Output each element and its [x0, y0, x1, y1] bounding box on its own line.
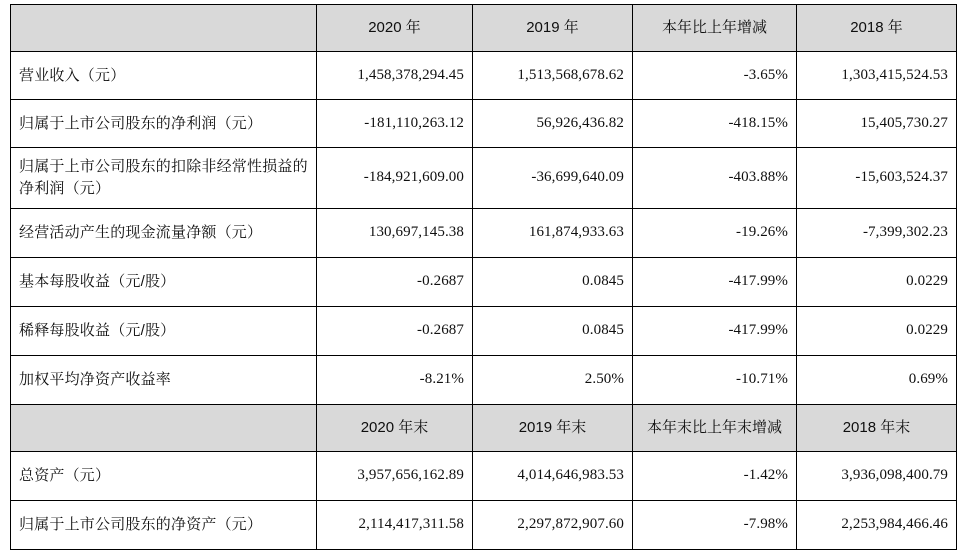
cell-diluted-eps-2018: 0.0229: [797, 307, 957, 356]
table-row: [11, 356, 957, 405]
table-row: [11, 501, 957, 550]
header-cell-blank-1: [11, 5, 317, 52]
header-cell-2019-end: 2019 年末: [473, 405, 633, 452]
cell-revenue-change: -3.65%: [633, 52, 797, 100]
row-label-operating-cashflow: 经营活动产生的现金流量净额（元）: [11, 209, 317, 258]
row-label-net-profit: 归属于上市公司股东的净利润（元）: [11, 100, 317, 148]
row-label-revenue: 营业收入（元）: [11, 52, 317, 100]
cell-diluted-eps-2020: -0.2687: [317, 307, 473, 356]
cell-net-profit-deducted-2018: -15,603,524.37: [797, 148, 957, 209]
header-cell-2020: 2020 年: [317, 5, 473, 52]
cell-roe-2020: -8.21%: [317, 356, 473, 405]
row-label-basic-eps: 基本每股收益（元/股）: [11, 258, 317, 307]
cell-total-assets-2018: 3,936,098,400.79: [797, 452, 957, 501]
table-header-row-period-end: [11, 405, 957, 452]
row-label-net-assets: 归属于上市公司股东的净资产（元）: [11, 501, 317, 550]
header-cell-2020-end: 2020 年末: [317, 405, 473, 452]
cell-total-assets-2020: 3,957,656,162.89: [317, 452, 473, 501]
cell-revenue-2020: 1,458,378,294.45: [317, 52, 473, 100]
cell-basic-eps-change: -417.99%: [633, 258, 797, 307]
cell-operating-cashflow-2019: 161,874,933.63: [473, 209, 633, 258]
header-cell-2019: 2019 年: [473, 5, 633, 52]
cell-net-profit-deducted-change: -403.88%: [633, 148, 797, 209]
cell-revenue-2019: 1,513,568,678.62: [473, 52, 633, 100]
cell-net-assets-2018: 2,253,984,466.46: [797, 501, 957, 550]
cell-basic-eps-2018: 0.0229: [797, 258, 957, 307]
table-row: [11, 209, 957, 258]
header-cell-yoy-change: 本年比上年增减: [633, 5, 797, 52]
cell-roe-2018: 0.69%: [797, 356, 957, 405]
table-row: [11, 100, 957, 148]
cell-total-assets-2019: 4,014,646,983.53: [473, 452, 633, 501]
cell-net-assets-2019: 2,297,872,907.60: [473, 501, 633, 550]
row-label-net-profit-deducted: 归属于上市公司股东的扣除非经常性损益的净利润（元）: [11, 148, 317, 209]
financial-summary-table: [10, 4, 957, 550]
table-row: [11, 258, 957, 307]
cell-diluted-eps-2019: 0.0845: [473, 307, 633, 356]
row-label-roe: 加权平均净资产收益率: [11, 356, 317, 405]
cell-operating-cashflow-2018: -7,399,302.23: [797, 209, 957, 258]
table-row: [11, 148, 957, 209]
table-row: [11, 307, 957, 356]
cell-net-profit-2018: 15,405,730.27: [797, 100, 957, 148]
cell-diluted-eps-change: -417.99%: [633, 307, 797, 356]
cell-roe-change: -10.71%: [633, 356, 797, 405]
row-label-diluted-eps: 稀释每股收益（元/股）: [11, 307, 317, 356]
cell-roe-2019: 2.50%: [473, 356, 633, 405]
row-label-total-assets: 总资产（元）: [11, 452, 317, 501]
header-cell-blank-2: [11, 405, 317, 452]
cell-net-assets-2020: 2,114,417,311.58: [317, 501, 473, 550]
table-header-row-annual: [11, 5, 957, 52]
cell-basic-eps-2019: 0.0845: [473, 258, 633, 307]
cell-net-profit-2019: 56,926,436.82: [473, 100, 633, 148]
cell-operating-cashflow-change: -19.26%: [633, 209, 797, 258]
cell-net-profit-deducted-2019: -36,699,640.09: [473, 148, 633, 209]
cell-net-profit-change: -418.15%: [633, 100, 797, 148]
table-row: [11, 52, 957, 100]
table-row: [11, 452, 957, 501]
header-cell-period-end-change: 本年末比上年末增减: [633, 405, 797, 452]
header-cell-2018: 2018 年: [797, 5, 957, 52]
cell-net-assets-change: -7.98%: [633, 501, 797, 550]
cell-total-assets-change: -1.42%: [633, 452, 797, 501]
cell-revenue-2018: 1,303,415,524.53: [797, 52, 957, 100]
header-cell-2018-end: 2018 年末: [797, 405, 957, 452]
cell-net-profit-deducted-2020: -184,921,609.00: [317, 148, 473, 209]
cell-net-profit-2020: -181,110,263.12: [317, 100, 473, 148]
cell-basic-eps-2020: -0.2687: [317, 258, 473, 307]
cell-operating-cashflow-2020: 130,697,145.38: [317, 209, 473, 258]
financial-summary-sheet: [0, 4, 969, 534]
